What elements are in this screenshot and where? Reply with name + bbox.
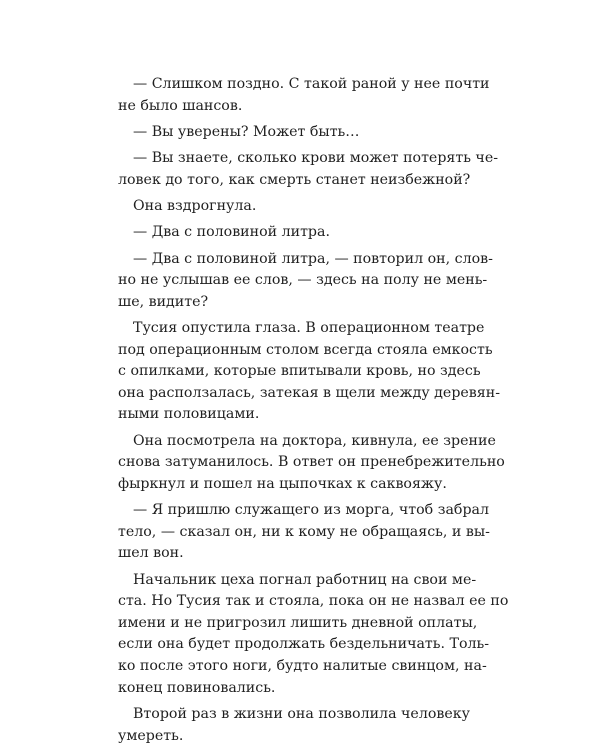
text-line: не было шансов. (118, 97, 243, 114)
paragraph-3 (118, 148, 499, 191)
text-line: умереть. (118, 727, 184, 744)
text-line: снова затуманилось. В ответ он пренебрежительно (118, 454, 505, 471)
body-text (118, 74, 509, 752)
paragraph-2 (118, 122, 448, 144)
paragraph-6 (118, 249, 493, 314)
paragraph-10 (118, 570, 509, 700)
text-line: фыркнул и пошел на цыпочках к саквояжу. (118, 475, 447, 492)
paragraph-8 (118, 431, 505, 496)
text-line: но не услышав ее слов, — здесь на полу не мень- (118, 272, 488, 289)
text-line: ше, видите? (118, 293, 209, 310)
text-line: с опилками, которые впитывали кровь, но здесь (118, 363, 481, 380)
text-line: — Вы знаете, сколько крови может потерять че- (133, 150, 499, 167)
text-line: под операционным столом всегда стояла емкость (118, 341, 493, 358)
text-line: если она будет продолжать бездельничать. Толь- (118, 636, 490, 653)
text-line: Она посмотрела на доктора, кивнула, ее зрение (133, 432, 496, 449)
text-line: Второй раз в жизни она позволила человеку (133, 705, 470, 722)
paragraph-4 (118, 196, 448, 218)
paragraph-11 (118, 704, 470, 747)
text-line: ста. Но Тусия так и стояла, пока он не назвал ее по (118, 593, 509, 610)
text-line: ными половицами. (118, 406, 260, 423)
text-line: конец повиновались. (118, 679, 276, 696)
text-line: имени и не пригрозил лишить дневной оплаты, (118, 614, 478, 631)
paragraph-1 (118, 74, 490, 117)
text-line: — Два с половиной литра, — повторил он, слов- (133, 250, 493, 267)
text-line: Начальник цеха погнал работниц на свои ме- (133, 571, 477, 588)
text-line: Тусия опустила глаза. В операционном театре (133, 320, 485, 337)
text-line: шел вон. (118, 545, 184, 562)
text-line: ловек до того, как смерть станет неизбежной? (118, 171, 471, 188)
text-line: она расползалась, затекая в щели между деревян- (118, 384, 500, 401)
text-line: — Слишком поздно. С такой раной у нее почти (133, 76, 490, 92)
paragraph-9 (118, 500, 490, 565)
text-line: ко после этого ноги, будто налитые свинцом, на- (118, 658, 487, 675)
paragraph-5 (118, 222, 448, 244)
text-line: Она вздрогнула. (133, 198, 257, 215)
text-line: — Я пришлю служащего из морга, чтоб забрал (133, 502, 489, 519)
text-line: — Два с половиной литра. (133, 224, 330, 241)
text-line: — Вы уверены? Может быть… (133, 123, 360, 140)
paragraph-7 (118, 318, 500, 426)
text-line: тело, — сказал он, ни к кому не обращаясь, и вы- (118, 523, 490, 540)
